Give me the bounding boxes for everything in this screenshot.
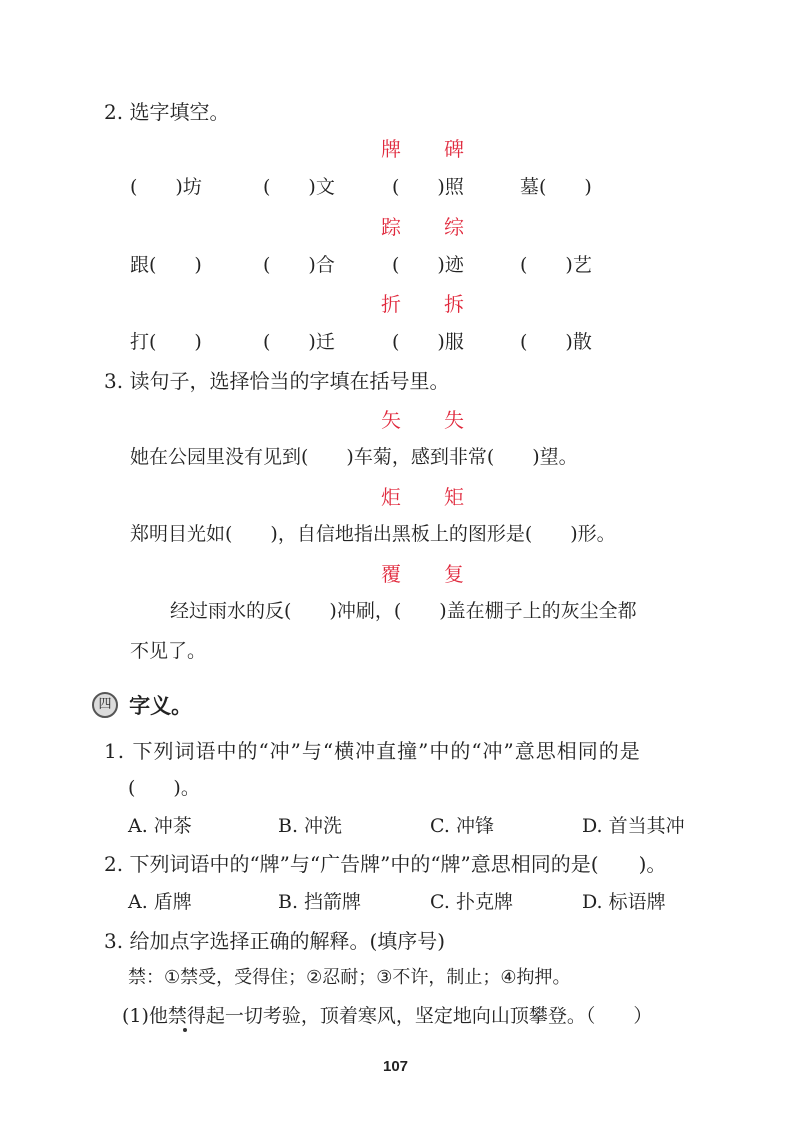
q3-g1-char-2: 失	[444, 408, 464, 432]
q2-g2-item-3: ( )迹	[392, 254, 464, 276]
q2-g2-item-4: ( )艺	[520, 254, 592, 276]
s4-q1-stem: 1. 下列词语中的“冲”与“横冲直撞”中的“冲”意思相同的是	[104, 739, 641, 763]
q2-g3-char-1: 折	[381, 292, 401, 316]
q3-g1-char-1: 矢	[381, 408, 401, 432]
section4-header	[92, 690, 192, 720]
q3-title: 3. 读句子，选择恰当的字填在括号里。	[104, 369, 450, 393]
q2-g1-item-3: ( )照	[392, 176, 464, 198]
q2-g3-item-2: ( )迁	[263, 331, 335, 353]
s4-q3-definition: 禁：①禁受，受得住；②忍耐；③不许，制止；④拘押。	[128, 967, 571, 988]
q3-g2-sentence: 郑明目光如( )，自信地指出黑板上的图形是( )形。	[130, 523, 616, 545]
q2-g3-item-3: ( )服	[392, 331, 464, 353]
q3-g1-sentence: 她在公园里没有见到( )车菊，感到非常( )望。	[130, 446, 578, 468]
q2-title: 2. 选字填空。	[104, 100, 230, 124]
section4-title: 字义。	[129, 694, 193, 718]
q2-g1-char-2: 碑	[444, 137, 464, 161]
q2-g1-item-1: ( )坊	[130, 176, 202, 198]
q3-g3-char-2: 复	[444, 562, 464, 586]
s4-q2-option-c: C. 扑克牌	[430, 891, 513, 913]
s4-q1-option-c: C. 冲锋	[430, 815, 494, 837]
s4-q2-option-b: B. 挡箭牌	[278, 891, 362, 913]
q3-g3-sentence-line2: 不见了。	[130, 640, 207, 662]
q2-g1-item-4: 墓( )	[520, 176, 592, 198]
q3-g2-char-2: 矩	[444, 485, 464, 509]
q2-g2-item-2: ( )合	[263, 254, 335, 276]
q2-g2-char-2: 综	[444, 215, 464, 239]
s4-q2-stem: 2. 下列词语中的“牌”与“广告牌”中的“牌”意思相同的是( )。	[104, 852, 667, 876]
section-number-badge: 四	[92, 692, 118, 718]
s4-q3-sub1: (1)他禁得起一切考验，顶着寒风，坚定地向山顶攀登。（ ）	[122, 1005, 653, 1027]
s4-q1-blank: ( )。	[128, 777, 200, 799]
s4-q1-option-b: B. 冲洗	[278, 815, 343, 837]
q2-g3-char-2: 拆	[444, 292, 464, 316]
s4-q1-option-d: D. 首当其冲	[582, 815, 685, 837]
q2-g3-item-4: ( )散	[520, 331, 592, 353]
q2-g1-item-2: ( )文	[263, 176, 335, 198]
s4-q1-option-a: A. 冲茶	[128, 815, 192, 837]
q3-g2-char-1: 炬	[381, 485, 401, 509]
s4-q2-option-d: D. 标语牌	[582, 891, 666, 913]
q3-g3-char-1: 覆	[381, 562, 401, 586]
q3-g3-sentence-line1: 经过雨水的反( )冲刷，( )盖在棚子上的灰尘全都	[170, 600, 637, 622]
q2-g2-char-1: 踪	[381, 215, 401, 239]
s4-q2-option-a: A. 盾牌	[128, 891, 192, 913]
emphasis-dot	[183, 1028, 187, 1032]
s4-q3-stem: 3. 给加点字选择正确的解释。(填序号)	[104, 929, 446, 953]
q2-g3-item-1: 打( )	[130, 331, 202, 353]
page-number: 107	[383, 1058, 409, 1075]
q2-g2-item-1: 跟( )	[130, 254, 202, 276]
q2-g1-char-1: 牌	[381, 137, 401, 161]
